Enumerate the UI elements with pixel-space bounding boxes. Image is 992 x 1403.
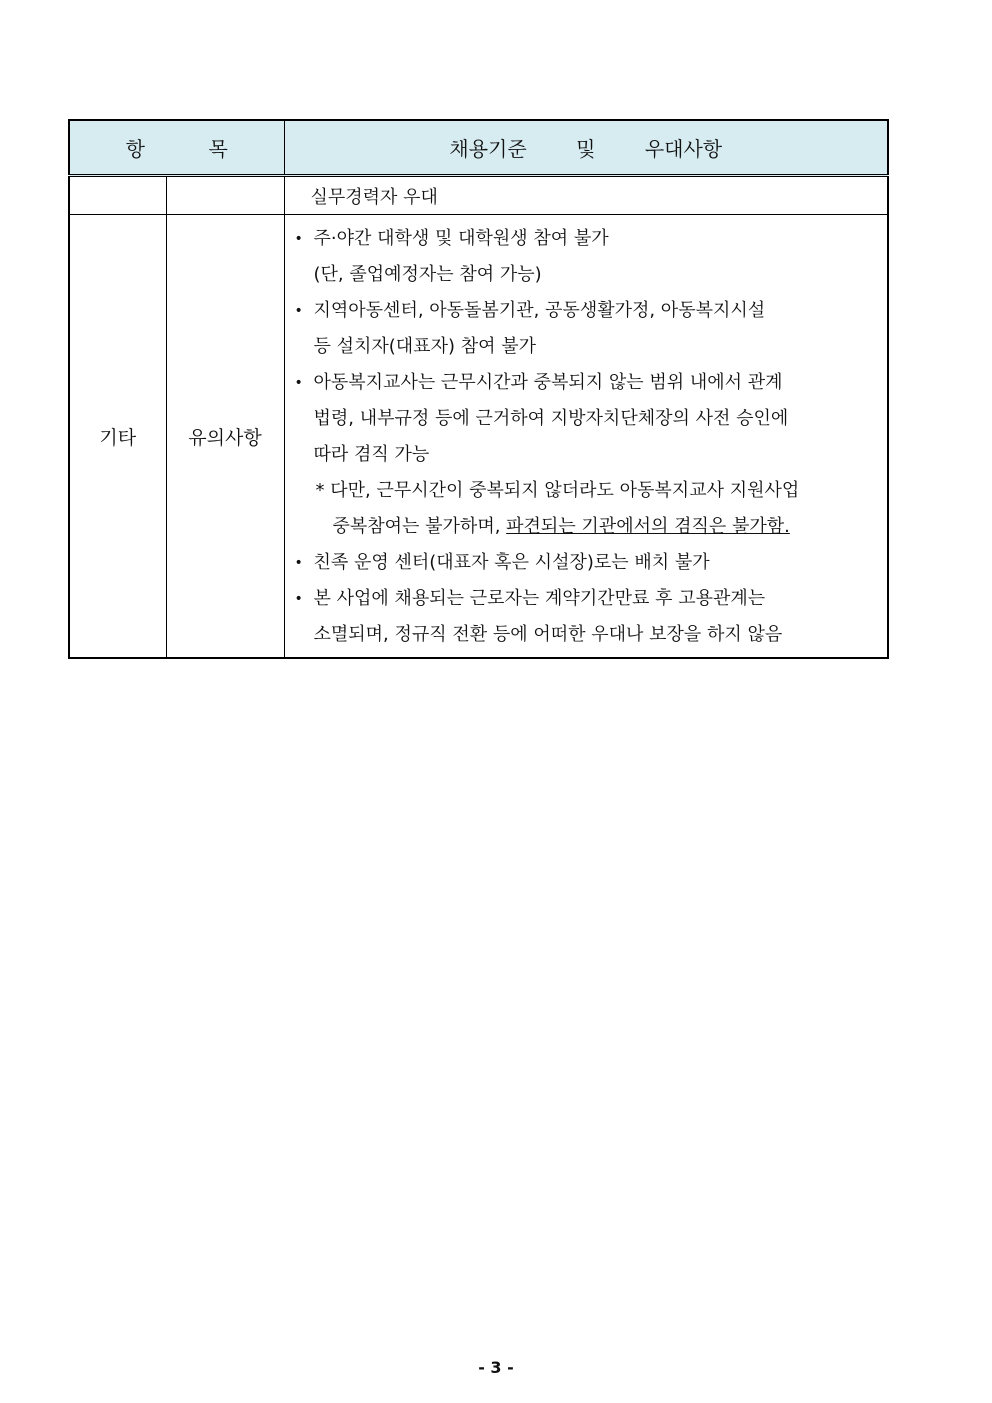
header-criteria-label: 채용기준 및 우대사항 [449,137,723,161]
note-text: (단, 졸업예정자는 참여 가능) [313,264,542,285]
footnote-continuation [293,509,878,545]
recruitment-criteria-table [68,119,889,659]
list-item [293,293,878,329]
note-text: 본 사업에 채용되는 근로자는 계약기간만료 후 고용관계는 [313,588,766,609]
notes-row [69,215,888,659]
continued-category-cell [69,176,166,215]
note-text: * 다만, 근무시간이 중복되지 않더라도 아동복지교사 지원사업 [315,480,800,501]
list-item [293,581,878,617]
note-text: 주·야간 대학생 및 대학원생 참여 불가 [313,228,609,249]
notes-content [284,215,888,659]
header-item [69,120,284,176]
list-item-continuation [293,617,878,653]
list-item [293,221,878,257]
list-item-continuation [293,437,878,473]
bullet-icon: • [294,375,303,391]
bullet-icon: • [294,231,303,247]
list-item [293,365,878,401]
list-item-continuation [293,401,878,437]
continued-row [69,176,888,215]
note-text: 아동복지교사는 근무시간과 중복되지 않는 범위 내에서 관계 [313,372,783,393]
category-cell: 기타 [69,215,166,659]
bullet-icon: • [294,303,303,319]
bullet-icon: • [294,555,303,571]
continued-subcategory-cell [166,176,284,215]
bullet-icon: • [294,591,303,607]
note-text: 지역아동센터, 아동돌봄기관, 공동생활가정, 아동복지시설 [313,300,766,321]
note-text: 법령, 내부규정 등에 근거하여 지방자치단체장의 사전 승인에 [313,408,789,429]
list-item-continuation [293,257,878,293]
table-header-row [69,120,888,176]
header-criteria [284,120,888,176]
footnote-line [293,473,878,509]
underlined-note-text: 파견되는 기관에서의 겸직은 불가함. [506,516,790,537]
note-text: 소멸되며, 정규직 전환 등에 어떠한 우대나 보장을 하지 않음 [313,624,783,645]
list-item [293,545,878,581]
header-item-label: 항 목 [125,137,228,161]
subcategory-cell: 유의사항 [166,215,284,659]
continued-text: 실무경력자 우대 [284,176,888,215]
note-text: 따라 겸직 가능 [313,444,430,465]
page-number: - 3 - [478,1358,514,1377]
note-text: 등 설치자(대표자) 참여 불가 [313,336,536,357]
note-text: 중복참여는 불가하며, [332,516,507,537]
list-item-continuation [293,329,878,365]
note-text: 친족 운영 센터(대표자 혹은 시설장)로는 배치 불가 [313,552,710,573]
